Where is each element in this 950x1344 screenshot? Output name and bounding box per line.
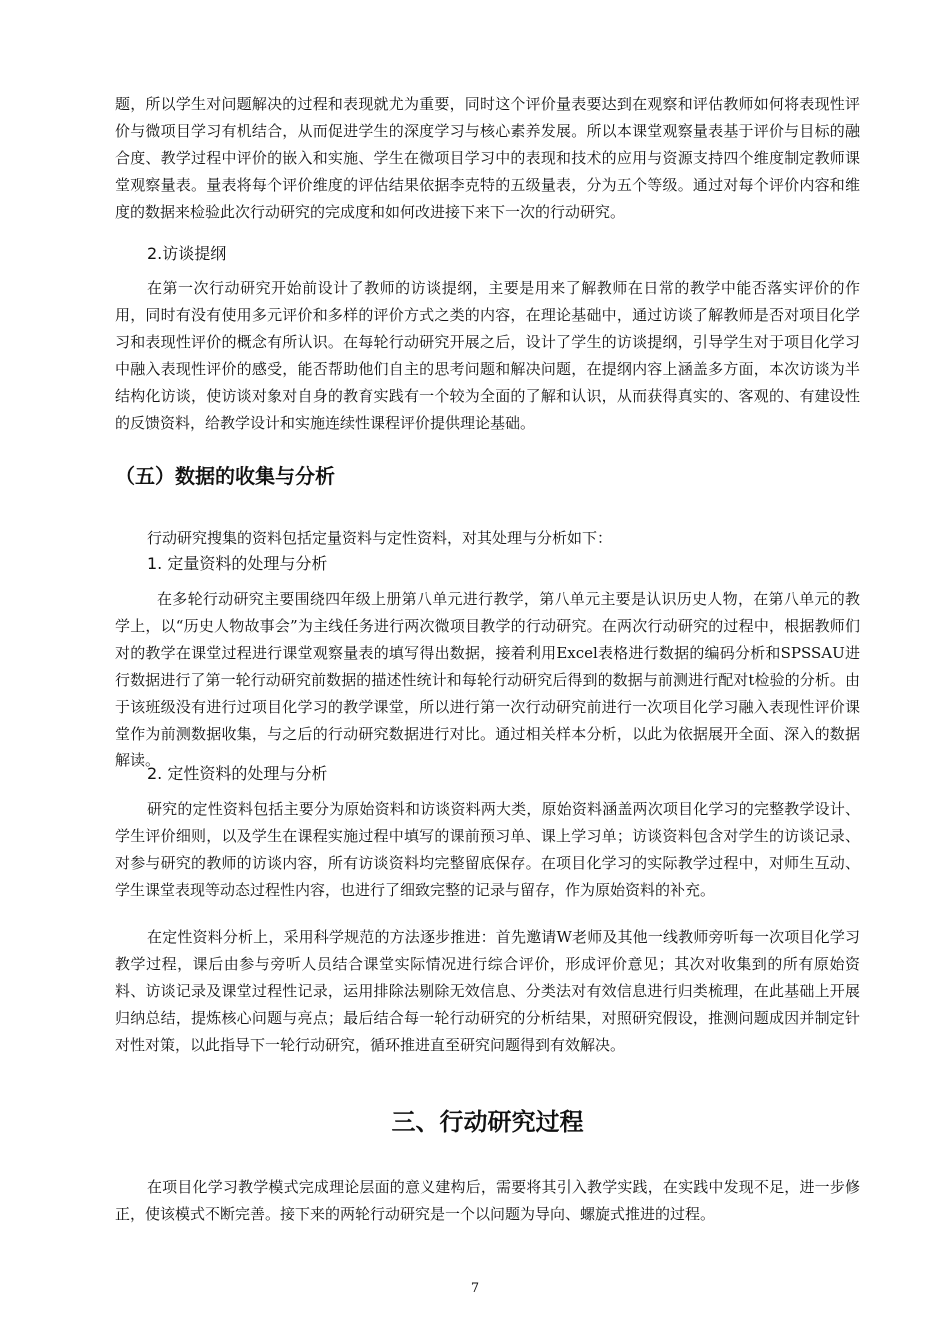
paragraph-qualitative-materials: 研究的定性资料包括主要分为原始资料和访谈资料两大类，原始资料涵盖两次项目化学习的完整教学设计、学生评价细则，以及学生在课程实施过程中填写的课前预习单、课上学习单；访谈资料包含对学生的访谈记录、对参与研究的教师的访谈内容，所有访谈资料均完整留底保存。在项目化学习的实际教学过程中，对师生互动、学生课堂表现等动态过程性内容，也进行了细致完整的记录与留存，作为原始资料的补充。: [115, 800, 860, 899]
paragraph-observation-scale: 题，所以学生对问题解决的过程和表现就尤为重要，同时这个评价量表要达到在观察和评估教师如何将表现性评价与微项目学习有机结合，从而促进学生的深度学习与核心素养发展。所以本课堂观察量表基于评价与目标的融合度、教学过程中评价的嵌入和实施、学生在微项目学习中的表现和技术的应用与资源支持四个维度制定教师课堂观察量表。量表将每个评价维度的评估结果依据李克特的五级量表，分为五个等级。通过对每个评价内容和维度的数据来检验此次行动研究的完成度和如何改进接下来下一次的行动研究。: [115, 95, 860, 221]
chapter-heading-action-research: 三、行动研究过程: [391, 1108, 584, 1136]
page-number: 7: [470, 1281, 480, 1296]
paragraph-action-research-process: 在项目化学习教学模式完成理论层面的意义建构后，需要将其引入教学实践，在实践中发现不足，进一步修正，使该模式不断完善。接下来的两轮行动研究是一个以问题为导向、螺旋式推进的过程。: [115, 1178, 860, 1223]
subheading-quantitative: 1. 定量资料的处理与分析: [147, 554, 328, 573]
paragraph-data-intro: 行动研究搜集的资料包括定量资料与定性资料，对其处理与分析如下：: [147, 529, 613, 547]
section-heading-data-collection: （五）数据的收集与分析: [115, 464, 335, 488]
paragraph-quantitative: 在多轮行动研究主要围绕四年级上册第八单元进行教学，第八单元主要是认识历史人物，在第八单元的教学上，以“历史人物故事会”为主线任务进行两次微项目教学的行动研究。在两次行动研究的过程中，根据教师们对的教学在课堂过程进行课堂观察量表的填写得出数据，接着利用Excel表格进行数据的编码分析和SPSSAU进行数据进行了第一轮行动研究前数据的描述性统计和每轮行动研究后得到的数据与前测进行配对t检验的分析。由于该班级没有进行过项目化学习的教学课堂，所以进行第一次行动研究前进行一次项目化学习融入表现性评价课堂作为前测数据收集，与之后的行动研究数据进行对比。通过相关样本分析，以此为依据展开全面、深入的数据解读。: [115, 590, 860, 770]
paragraph-qualitative-analysis: 在定性资料分析上，采用科学规范的方法逐步推进：首先邀请W老师及其他一线教师旁听每一次项目化学习教学过程，课后由参与旁听人员结合课堂实际情况进行综合评价，形成评价意见；其次对收集到的所有原始资料、访谈记录及课堂过程性记录，运用排除法剔除无效信息、分类法对有效信息进行归类梳理，在此基础上开展归纳总结，提炼核心问题与亮点；最后结合每一轮行动研究的分析结果，对照研究假设，推测问题成因并制定针对性对策，以此指导下一轮行动研究，循环推进直至研究问题得到有效解决。: [115, 928, 860, 1054]
subheading-qualitative: 2. 定性资料的处理与分析: [147, 764, 328, 783]
subheading-interview-outline: 2.访谈提纲: [147, 244, 227, 263]
paragraph-interview-outline: 在第一次行动研究开始前设计了教师的访谈提纲，主要是用来了解教师在日常的教学中能否落实评价的作用，同时有没有使用多元评价和多样的评价方式之类的内容，在理论基础中，通过访谈了解教师是否对项目化学习和表现性评价的概念有所认识。在每轮行动研究开展之后，设计了学生的访谈提纲，引导学生对于项目化学习中融入表现性评价的感受，能否帮助他们自主的思考问题和解决问题，在提纲内容上涵盖多方面，本次访谈为半结构化访谈，使访谈对象对自身的教育实践有一个较为全面的了解和认识，从而获得真实的、客观的、有建设性的反馈资料，给教学设计和实施连续性课程评价提供理论基础。: [115, 279, 860, 432]
